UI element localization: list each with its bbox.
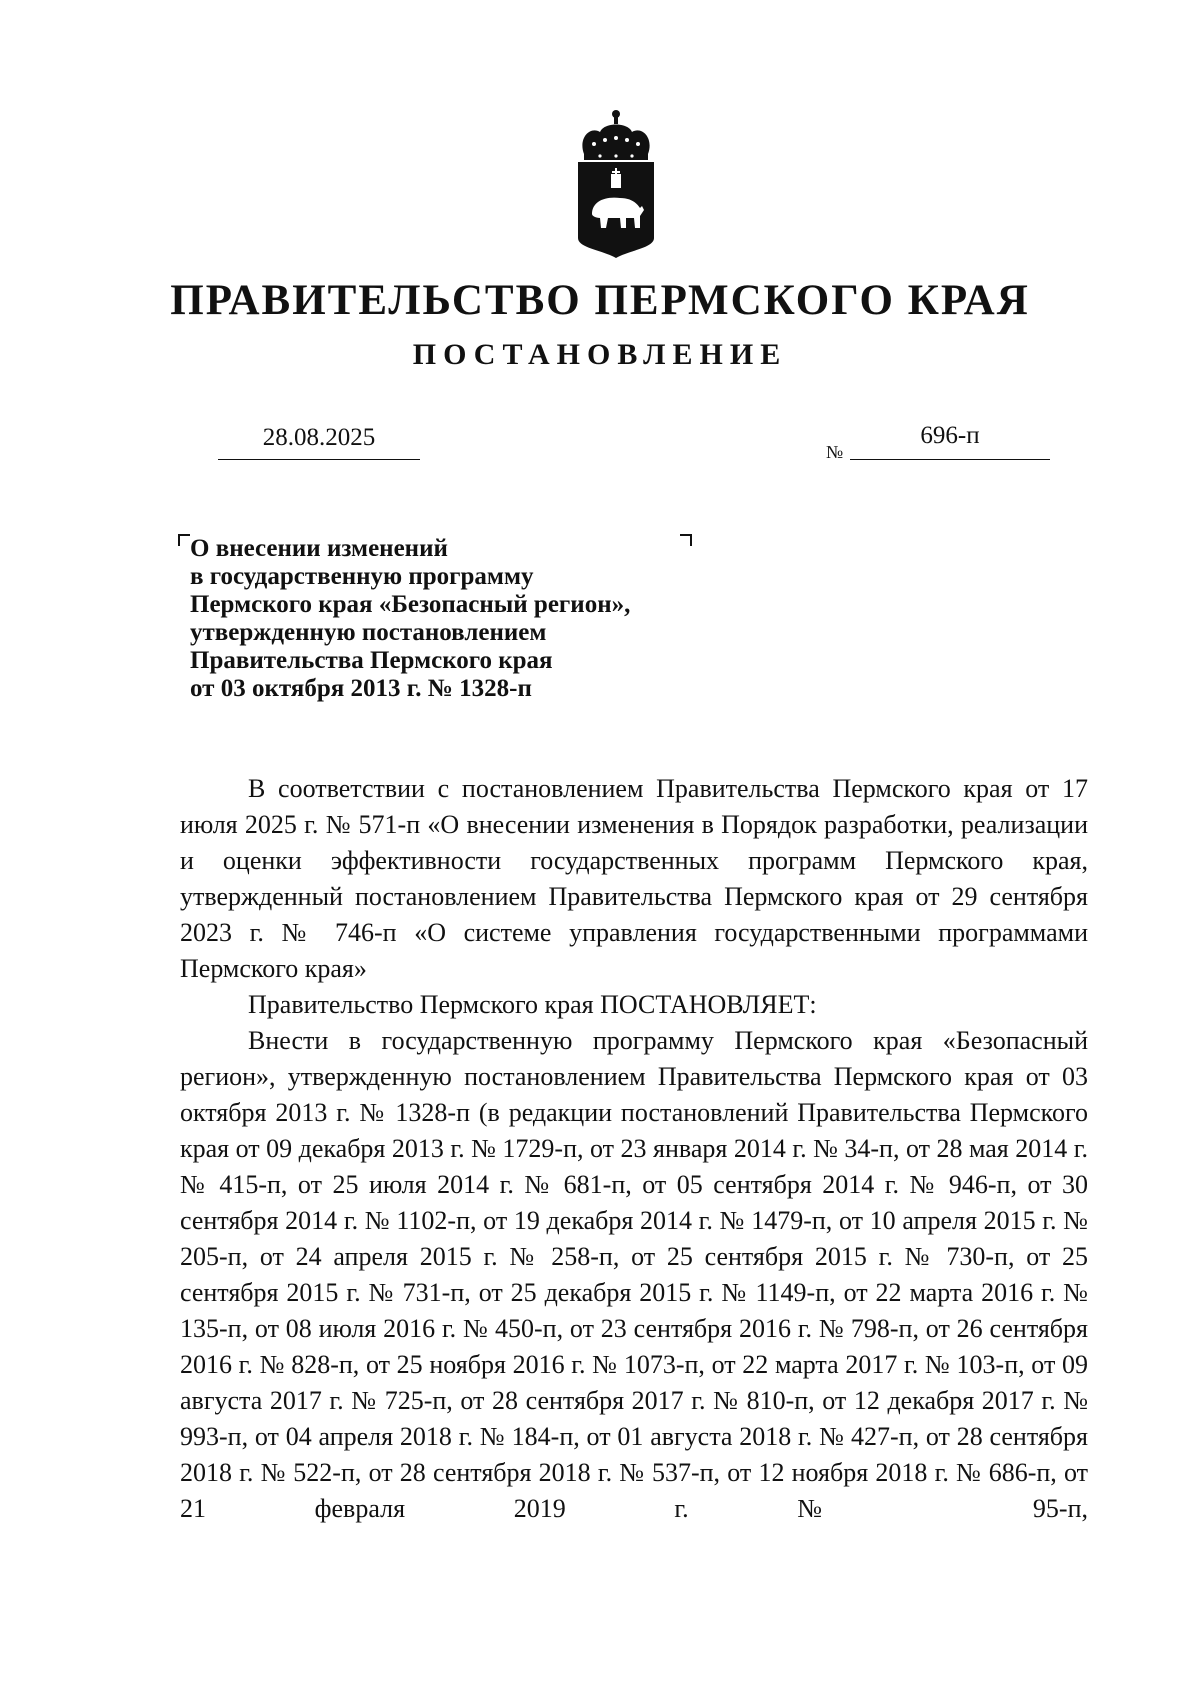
- document-number: 696-п: [920, 422, 980, 449]
- document-body: [180, 771, 1088, 1527]
- perm-krai-coat-of-arms-icon: [570, 108, 662, 258]
- date-underline: [218, 459, 420, 460]
- subject-line: Пермского края «Безопасный регион»,: [190, 591, 631, 618]
- subject-line: Правительства Пермского края: [190, 647, 553, 674]
- subject-line: О внесении изменений: [190, 535, 448, 562]
- body-paragraph-preamble: В соответствии с постановлением Правительства Пермского края от 17 июля 2025 г. № 571-п «О внесении изменения в Порядок разработки, реализации и оценки эффективности государственных программ Пермского края, утвержденный постановлением Правительства Пермского края от 29 сентября 2023 г. № 746-п «О системе управления государственными программами Пермского края»: [180, 774, 1088, 983]
- government-title: ПРАВИТЕЛЬСТВО ПЕРМСКОГО КРАЯ: [170, 277, 1030, 324]
- body-paragraph-resolves: Правительство Пермского края ПОСТАНОВЛЯЕТ:: [248, 990, 817, 1019]
- subject-line: в государственную программу: [190, 563, 534, 590]
- document-type: ПОСТАНОВЛЕНИЕ: [412, 338, 788, 371]
- document-date: 28.08.2025: [262, 424, 376, 451]
- subject-bracket-left: [178, 534, 190, 546]
- body-paragraph-amendment: Внести в государственную программу Пермского края «Безопасный регион», утвержденную постановлением Правительства Пермского края от 03 октября 2013 г. № 1328-п (в редакции постановлений Правительства Пермского края от 09 декабря 2013 г. № 1729-п, от 23 января 2014 г. № 34-п, от 28 мая 2014 г. № 415-п, от 25 июля 2014 г. № 681-п, от 05 сентября 2014 г. № 946-п, от 30 сентября 2014 г. № 1102-п, от 19 декабря 2014 г. № 1479-п, от 10 апреля 2015 г. № 205-п, от 24 апреля 2015 г. № 258-п, от 25 сентября 2015 г. № 730-п, от 25 сентября 2015 г. № 731-п, от 25 декабря 2015 г. № 1149-п, от 22 марта 2016 г. № 135-п, от 08 июля 2016 г. № 450-п, от 23 сентября 2016 г. № 798-п, от 26 сентября 2016 г. № 828-п, от 25 ноября 2016 г. № 1073-п, от 22 марта 2017 г. № 103-п, от 09 августа 2017 г. № 725-п, от 28 сентября 2017 г. № 810-п, от 12 декабря 2017 г. № 993-п, от 04 апреля 2018 г. № 184-п, от 01 августа 2018 г. № 427-п, от 28 сентября 2018 г. № 522-п, от 28 сентября 2018 г. № 537-п, от 12 ноября 2018 г. № 686-п, от 21 февраля 2019 г. № 95-п,: [180, 1026, 1088, 1523]
- subject-line: от 03 октября 2013 г. № 1328-п: [190, 675, 532, 702]
- subject-line: утвержденную постановлением: [190, 619, 547, 646]
- number-underline: [850, 459, 1050, 460]
- document-subject: [190, 535, 710, 703]
- number-sign: №: [826, 442, 844, 462]
